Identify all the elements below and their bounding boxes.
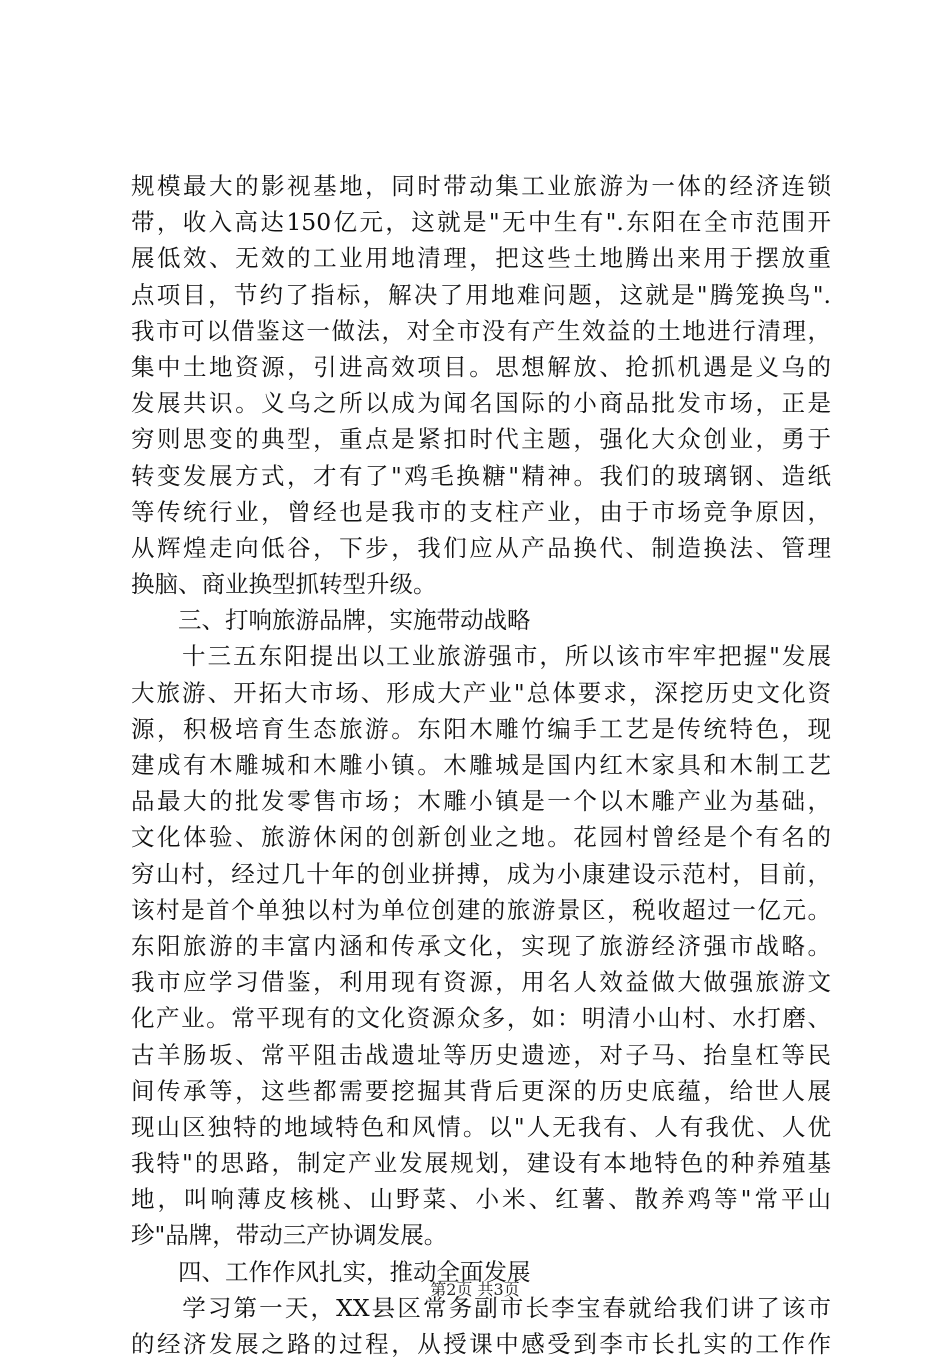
text-line: 我市应学习借鉴，利用现有资源，用名人效益做大做强旅游文 — [131, 968, 831, 997]
text-line: 等传统行业，曾经也是我市的支柱产业，由于市场竞争原因， — [131, 497, 831, 526]
text-line: 学习第一天，XX县区常务副市长李宝春就给我们讲了该市 — [131, 1293, 831, 1322]
text-line: 规模最大的影视基地，同时带动集工业旅游为一体的经济连锁 — [131, 172, 831, 200]
text-line: 文化体验、旅游休闲的创新创业之地。花园村曾经是个有名的 — [131, 823, 831, 852]
text-line: 发展共识。义乌之所以成为闻名国际的小商品批发市场，正是 — [131, 389, 831, 418]
text-line: 地，叫响薄皮核桃、山野菜、小米、红薯、散养鸡等"常平山 — [131, 1185, 831, 1214]
text-line: 的经济发展之路的过程，从授课中感受到李市长扎实的工作作 — [131, 1330, 831, 1358]
text-line: 珍"品牌，带动三产协调发展。 — [131, 1221, 448, 1250]
text-line: 十三五东阳提出以工业旅游强市，所以该市牢牢把握"发展 — [131, 642, 831, 671]
text-line: 我特"的思路，制定产业发展规划，建设有本地特色的种养殖基 — [131, 1149, 831, 1178]
text-line: 从辉煌走向低谷，下步，我们应从产品换代、制造换法、管理 — [131, 533, 831, 562]
text-line: 穷则思变的典型，重点是紧扣时代主题，强化大众创业，勇于 — [131, 425, 831, 454]
text-line: 源，积极培育生态旅游。东阳木雕竹编手工艺是传统特色，现 — [131, 714, 831, 743]
section-heading: 三、打响旅游品牌，实施带动战略 — [131, 606, 531, 635]
text-line: 换脑、商业换型抓转型升级。 — [131, 570, 437, 599]
text-line: 化产业。常平现有的文化资源众多，如：明清小山村、水打磨、 — [131, 1004, 831, 1033]
text-line: 东阳旅游的丰富内涵和传承文化，实现了旅游经济强市战略。 — [131, 931, 831, 960]
text-line: 带，收入高达150亿元，这就是"无中生有".东阳在全市范围开 — [131, 208, 831, 237]
text-line: 现山区独特的地域特色和风情。以"人无我有、人有我优、人优 — [131, 1112, 831, 1141]
text-line: 穷山村，经过几十年的创业拼搏，成为小康建设示范村，目前， — [131, 859, 831, 888]
text-line: 建成有木雕城和木雕小镇。木雕城是国内红木家具和木制工艺 — [131, 751, 831, 779]
text-line: 转变发展方式，才有了"鸡毛换糖"精神。我们的玻璃钢、造纸 — [131, 461, 831, 490]
body-text — [131, 168, 831, 1362]
section-heading: 四、工作作风扎实，推动全面发展 — [131, 1257, 531, 1286]
text-line: 点项目，节约了指标，解决了用地难问题，这就是"腾笼换鸟". — [131, 280, 831, 309]
text-line: 间传承等，这些都需要挖掘其背后更深的历史底蕴，给世人展 — [131, 1076, 831, 1105]
text-line: 我市可以借鉴这一做法，对全市没有产生效益的土地进行清理， — [131, 316, 831, 345]
page-number-footer: 第2页 共3页 — [430, 1280, 520, 1299]
text-line: 大旅游、开拓大市场、形成大产业"总体要求，深挖历史文化资 — [131, 678, 831, 707]
text-line: 集中土地资源，引进高效项目。思想解放、抢抓机遇是义乌的 — [131, 352, 831, 381]
text-line: 品最大的批发零售市场；木雕小镇是一个以木雕产业为基础， — [131, 787, 831, 816]
text-line: 该村是首个单独以村为单位创建的旅游景区，税收超过一亿元。 — [131, 895, 831, 924]
text-line: 古羊肠坂、常平阻击战遗址等历史遗迹，对子马、抬皇杠等民 — [131, 1040, 831, 1069]
text-line: 展低效、无效的工业用地清理，把这些土地腾出来用于摆放重 — [131, 244, 831, 273]
